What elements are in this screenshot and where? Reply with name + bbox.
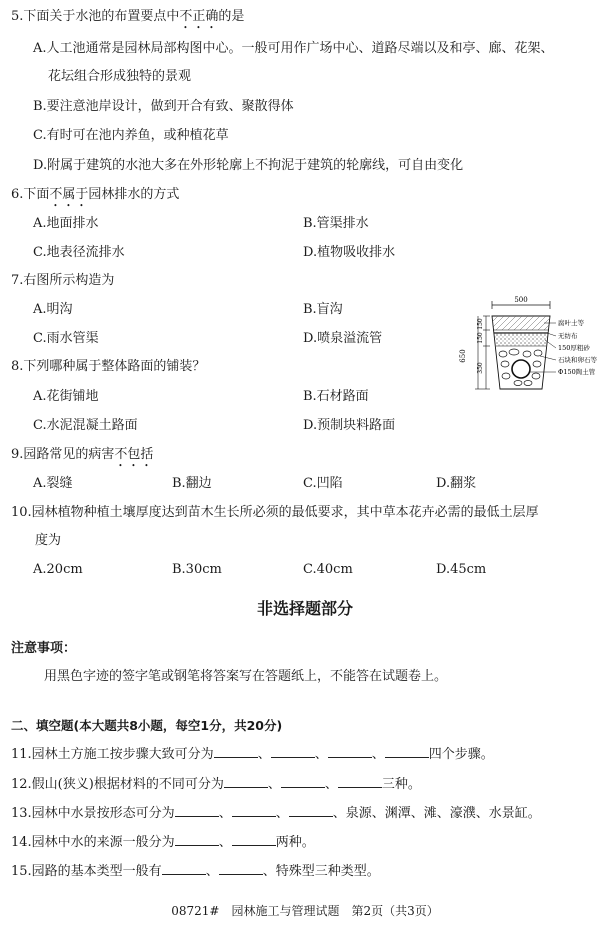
q9-option-d: D.翻浆: [436, 476, 477, 491]
q5-stem-text-end: 的是: [218, 9, 245, 24]
q6-stem-text-end: 园林排水的方式: [88, 187, 180, 202]
q10-option-b: B.30cm: [172, 562, 222, 577]
q5-emphasis: 不正确: [179, 9, 219, 24]
page-footer: 08721# 园林施工与管理试题 第2页（共3页）: [171, 904, 439, 918]
separator: 、: [324, 777, 338, 792]
notice-title: 注意事项：: [11, 641, 77, 656]
answer-blank: [175, 804, 219, 817]
q5-option-a-line1: A.人工池通常是园林局部构图中心。一般可用作广场中心、道路尽端以及和亭、廊、花架、: [33, 41, 554, 56]
answer-blank: [232, 804, 276, 817]
q11: [11, 745, 494, 764]
q5-option-a-line2: 花坛组合形成独特的景观: [48, 69, 192, 84]
q7-option-b: B.盲沟: [303, 302, 343, 317]
answer-blank: [232, 833, 276, 846]
q7-stem: 7.右图所示构造为: [11, 273, 115, 288]
q11-text: 11.园林土方施工按步骤大致可分为: [11, 747, 214, 762]
label-humus-soil: 腐叶土等: [558, 319, 584, 327]
q12-text-end: 三种。: [381, 777, 421, 792]
q10-option-c: C.40cm: [303, 562, 353, 577]
separator: 、: [267, 777, 281, 792]
q10-option-a: A.20cm: [33, 562, 83, 577]
drain-section-figure: [448, 294, 603, 396]
q9-option-a: A.裂缝: [33, 476, 73, 491]
q8-option-d: D.预制块料路面: [303, 418, 396, 433]
q6-option-b: B.管渠排水: [303, 216, 369, 231]
clay-pipe: [512, 360, 530, 378]
q10-option-d: D.45cm: [436, 562, 487, 577]
q6-option-a: A.地面排水: [33, 216, 99, 231]
q5-option-c: C.有时可在池内养鱼，或种植花草: [33, 128, 229, 143]
notice-text: 用黑色字迹的签字笔或钢笔将答案写在答题纸上，不能答在试题卷上。: [44, 669, 448, 684]
q6-option-c: C.地表径流排水: [33, 245, 125, 260]
q7-option-c: C.雨水管渠: [33, 331, 99, 346]
dim-150a-label: 150: [477, 318, 484, 330]
q12-text: 12.假山(狭义)根据材料的不同可分为: [11, 777, 224, 792]
q11-text-end: 四个步骤。: [428, 747, 494, 762]
q10-stem-line1: 10.园林植物种植土壤厚度达到苗木生长所必须的最低要求，其中草本花卉必需的最低土层厚: [11, 505, 539, 520]
separator: 、: [218, 806, 232, 821]
q15-text-end: 、特殊型三种类型。: [262, 864, 380, 879]
part-title: 二、填空题(本大题共8小题，每空1分，共20分): [11, 718, 283, 733]
section-title: 非选择题部分: [256, 599, 353, 618]
q5-option-d: D.附属于建筑的水池大多在外形轮廓上不拘泥于建筑的轮廓线，可自由变化: [33, 158, 464, 173]
q13-text: 13.园林中水景按形态可分为: [11, 806, 175, 821]
q13-text-end: 、泉源、渊潭、滩、濠濮、水景缸。: [332, 806, 541, 821]
label-geotextile: 无纺布: [558, 332, 578, 340]
q8-option-b: B.石材路面: [303, 389, 369, 404]
answer-blank: [175, 833, 219, 846]
q5-stem-text: 5.下面关于水池的布置要点中: [11, 9, 180, 24]
answer-blank: [385, 745, 429, 758]
q7-option-a: A.明沟: [33, 302, 73, 317]
answer-blank: [328, 745, 372, 758]
label-sand: 150厚粗砂: [558, 344, 590, 352]
q8-option-a: A.花街铺地: [33, 389, 99, 404]
answer-blank: [224, 775, 268, 788]
q5-option-b: B.要注意池岸设计，做到开合有致、聚散得体: [33, 99, 294, 114]
answer-blank: [289, 804, 333, 817]
q6-stem: [11, 186, 179, 210]
q9-emphasis: 不包括: [114, 447, 154, 462]
separator: 、: [257, 747, 271, 762]
answer-blank: [338, 775, 382, 788]
q6-stem-text: 6.下面: [11, 187, 50, 202]
q7-option-d: D.喷泉溢流管: [303, 331, 383, 346]
separator: 、: [205, 864, 219, 879]
q5-stem: [11, 8, 244, 32]
q14: [11, 833, 315, 852]
answer-blank: [219, 862, 263, 875]
dim-height-label: 650: [459, 349, 467, 363]
separator: 、: [275, 806, 289, 821]
topsoil-layer: [492, 316, 550, 330]
q9-option-b: B.翻边: [172, 476, 212, 491]
q9-option-c: C.凹陷: [303, 476, 343, 491]
q15-text: 15.园路的基本类型一般有: [11, 864, 162, 879]
q8-stem: 8.下列哪种属于整体路面的铺装？: [11, 359, 206, 374]
separator: 、: [218, 835, 232, 850]
q6-option-d: D.植物吸收排水: [303, 245, 396, 260]
q14-text: 14.园林中水的来源一般分为: [11, 835, 175, 850]
sand-layer: [494, 333, 548, 346]
separator: 、: [314, 747, 328, 762]
q6-emphasis: 不属于: [49, 187, 89, 202]
q13: [11, 804, 541, 823]
label-clay-pipe: Φ150陶土管: [558, 368, 596, 376]
answer-blank: [214, 745, 258, 758]
dim-width-label: 500: [514, 296, 528, 304]
label-gravel: 石块和卵石等: [558, 356, 597, 364]
separator: 、: [371, 747, 385, 762]
q9-stem: [11, 446, 153, 470]
q8-option-c: C.水泥混凝土路面: [33, 418, 138, 433]
dim-150b-label: 150: [477, 332, 484, 344]
answer-blank: [271, 745, 315, 758]
dim-350-label: 350: [477, 362, 484, 374]
q14-text-end: 两种。: [275, 835, 315, 850]
q12: [11, 775, 421, 794]
answer-blank: [162, 862, 206, 875]
q15: [11, 862, 380, 881]
q9-stem-text: 9.园路常见的病害: [11, 447, 115, 462]
q10-stem-line2: 度为: [35, 533, 62, 548]
answer-blank: [281, 775, 325, 788]
